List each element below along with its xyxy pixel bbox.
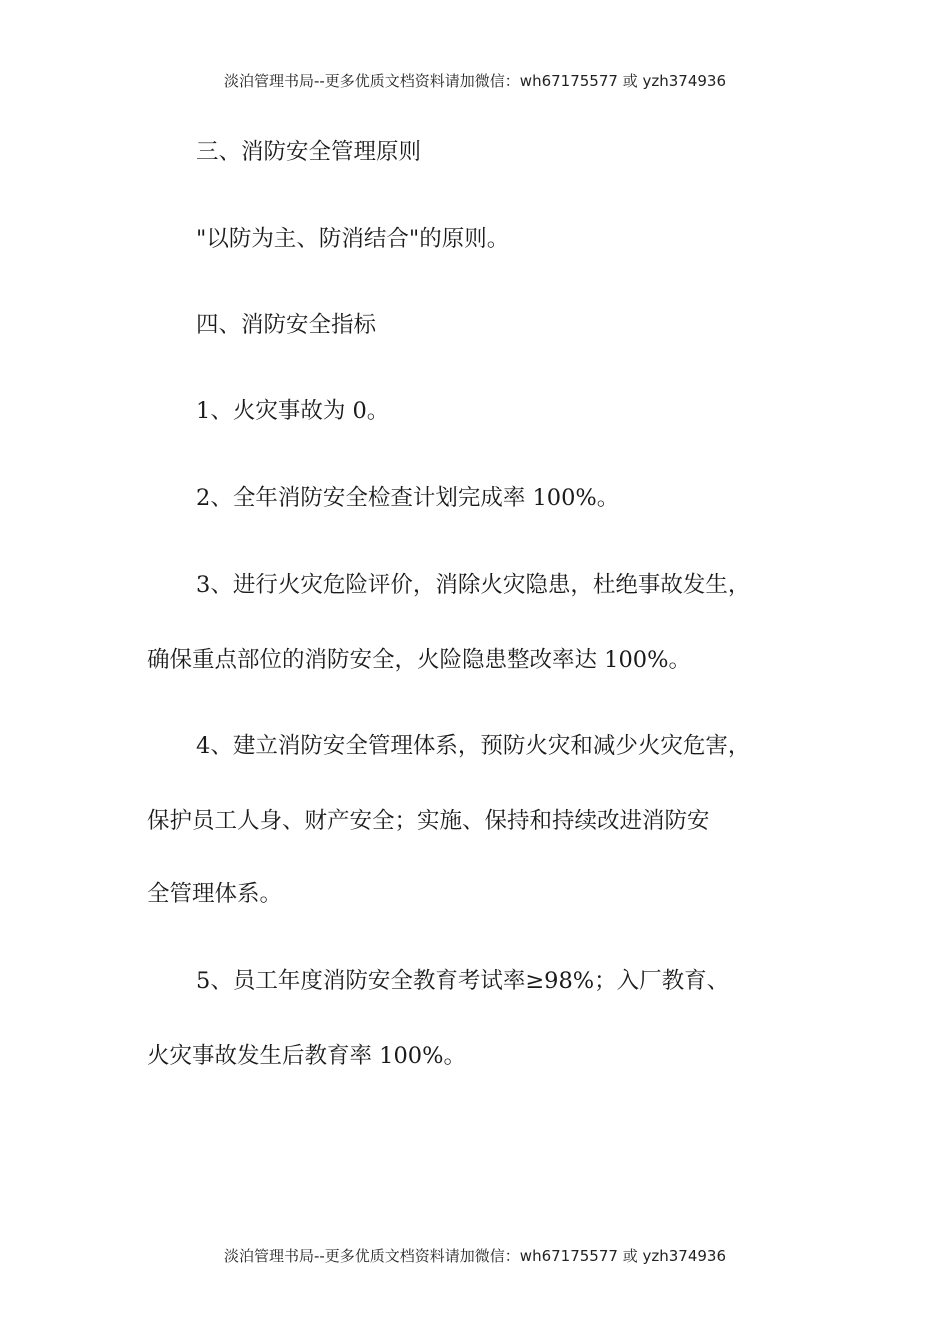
- header-watermark: 淡泊管理书局--更多优质文档资料请加微信：wh67175577 或 yzh374936: [223, 72, 726, 90]
- indicator-3-line-2: 确保重点部位的消防安全，火险隐患整改率达 100%。: [147, 647, 691, 673]
- indicator-4-line-1: 4、建立消防安全管理体系，预防火灾和减少火灾危害，: [196, 733, 751, 759]
- principle-text: "以防为主、防消结合"的原则。: [196, 226, 510, 252]
- footer-watermark: 淡泊管理书局--更多优质文档资料请加微信：wh67175577 或 yzh374936: [223, 1247, 726, 1265]
- indicator-2: 2、全年消防安全检查计划完成率 100%。: [196, 485, 620, 511]
- indicator-3-line-1: 3、进行火灾危险评价，消除火灾隐患，杜绝事故发生，: [196, 572, 751, 598]
- indicator-1: 1、火灾事故为 0。: [196, 398, 390, 424]
- indicator-4-line-2: 保护员工人身、财产安全；实施、保持和持续改进消防安: [147, 808, 710, 834]
- indicator-5-line-1: 5、员工年度消防安全教育考试率≥98%；入厂教育、: [196, 968, 730, 994]
- indicator-4-line-3: 全管理体系。: [147, 881, 283, 907]
- indicator-5-line-2: 火灾事故发生后教育率 100%。: [147, 1043, 466, 1069]
- section-heading-indicators: 四、消防安全指标: [196, 312, 377, 338]
- section-heading-principle: 三、消防安全管理原则: [196, 139, 422, 165]
